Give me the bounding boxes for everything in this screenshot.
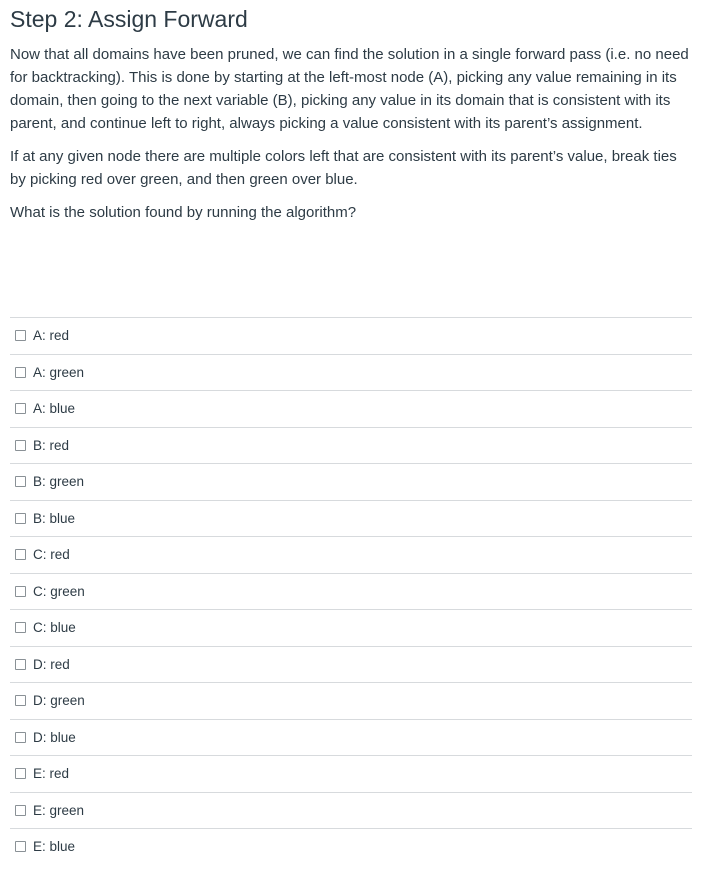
answer-option[interactable] bbox=[10, 646, 692, 683]
answer-option-label: D: red bbox=[33, 656, 70, 672]
checkbox[interactable] bbox=[15, 549, 26, 560]
answer-option-label: C: green bbox=[33, 583, 85, 599]
question-paragraph-tiebreak: If at any given node there are multiple colors left that are consistent with its parent’s value, break ties by picking red over green, and then green over blue. bbox=[10, 148, 677, 188]
answer-option-label: A: green bbox=[33, 364, 85, 380]
answer-option-label: B: green bbox=[33, 474, 85, 490]
answer-option[interactable] bbox=[10, 573, 692, 610]
checkbox[interactable] bbox=[15, 586, 26, 597]
checkbox[interactable] bbox=[15, 732, 26, 743]
answer-option[interactable] bbox=[10, 536, 692, 573]
question-content bbox=[0, 0, 703, 224]
answer-option-label: D: green bbox=[33, 693, 85, 709]
answer-option[interactable] bbox=[10, 755, 692, 792]
answer-option-label: E: blue bbox=[33, 839, 76, 855]
page-title: Step 2: Assign Forward bbox=[10, 6, 248, 32]
answer-option[interactable] bbox=[10, 719, 692, 756]
answer-option[interactable] bbox=[10, 828, 692, 865]
checkbox[interactable] bbox=[15, 841, 26, 852]
answer-option-label: E: red bbox=[33, 766, 70, 782]
checkbox[interactable] bbox=[15, 659, 26, 670]
checkbox[interactable] bbox=[15, 330, 26, 341]
answer-option[interactable] bbox=[10, 390, 692, 427]
answer-option[interactable] bbox=[10, 463, 692, 500]
checkbox[interactable] bbox=[15, 367, 26, 378]
question-paragraph-instructions: Now that all domains have been pruned, we can find the solution in a single forward pass (i.e. no need for backtracking). This is done by starting at the left-most node (A), picking any value remaining in its domain, then going to the next variable (B), picking any value in its domain that is consistent with its parent, and continue left to right, always picking a value consistent with its parent’s assignment. bbox=[10, 46, 689, 132]
answer-option-label: C: blue bbox=[33, 620, 76, 636]
checkbox[interactable] bbox=[15, 768, 26, 779]
checkbox[interactable] bbox=[15, 805, 26, 816]
answer-option[interactable] bbox=[10, 682, 692, 719]
checkbox[interactable] bbox=[15, 695, 26, 706]
checkbox[interactable] bbox=[15, 403, 26, 414]
answer-option[interactable] bbox=[10, 354, 692, 391]
answer-option-label: D: blue bbox=[33, 729, 76, 745]
answer-option-label: E: green bbox=[33, 802, 85, 818]
answer-option[interactable] bbox=[10, 427, 692, 464]
checkbox[interactable] bbox=[15, 622, 26, 633]
answer-option[interactable] bbox=[10, 317, 692, 354]
answer-option-label: B: red bbox=[33, 437, 70, 453]
answer-option[interactable] bbox=[10, 609, 692, 646]
question-prompt: What is the solution found by running the algorithm? bbox=[10, 204, 357, 221]
answer-option[interactable] bbox=[10, 792, 692, 829]
answer-option-label: A: red bbox=[33, 328, 70, 344]
checkbox[interactable] bbox=[15, 440, 26, 451]
answer-options-list bbox=[10, 317, 692, 865]
checkbox[interactable] bbox=[15, 513, 26, 524]
answer-option-label: A: blue bbox=[33, 401, 76, 417]
answer-option-label: B: blue bbox=[33, 510, 76, 526]
answer-option-label: C: red bbox=[33, 547, 70, 563]
checkbox[interactable] bbox=[15, 476, 26, 487]
answer-option[interactable] bbox=[10, 500, 692, 537]
